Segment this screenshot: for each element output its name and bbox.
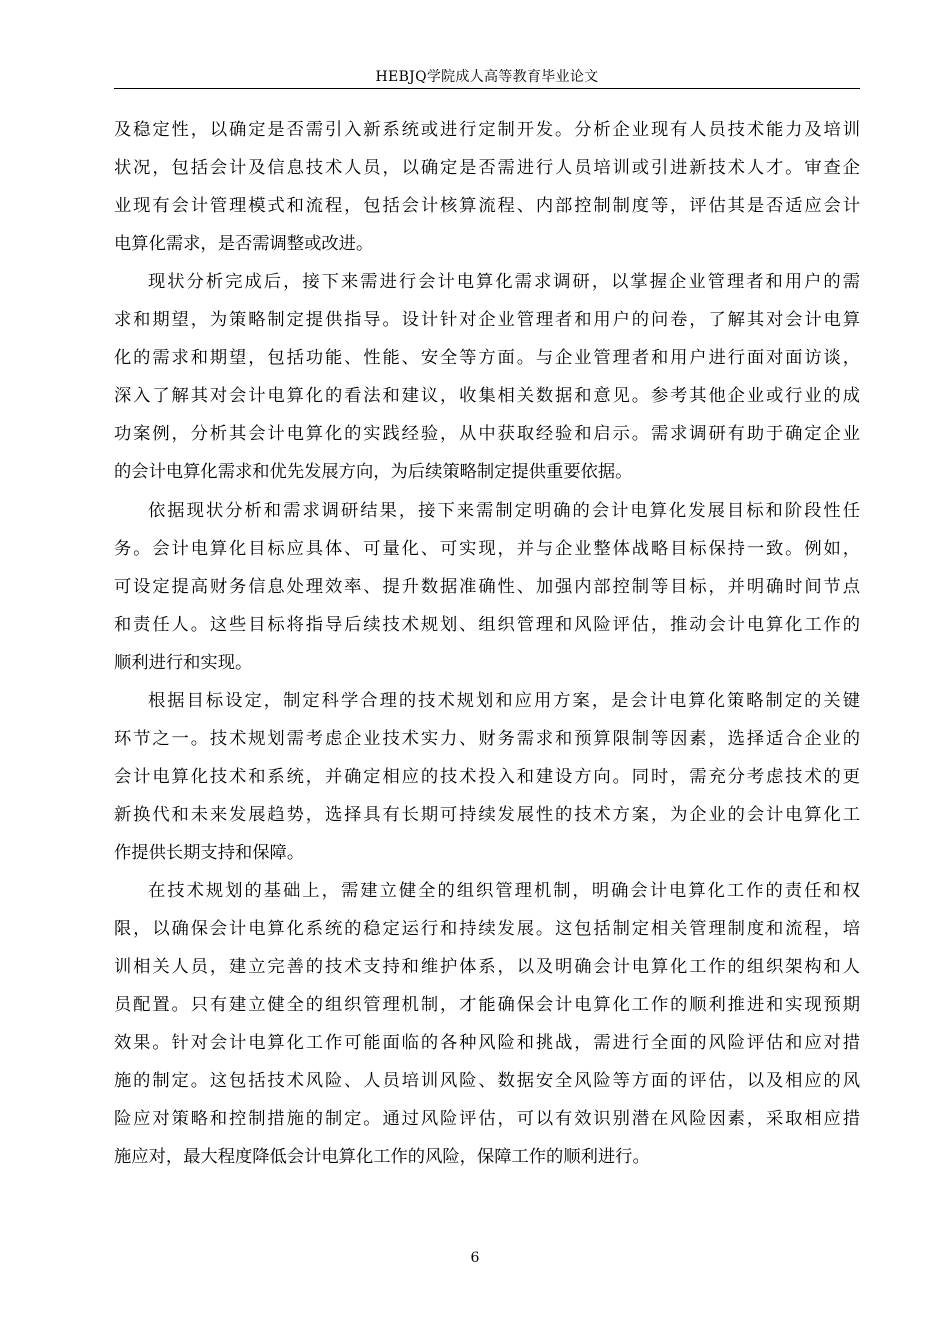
text-line: 作提供长期支持和保障。 xyxy=(114,843,305,863)
header-rule xyxy=(114,88,860,89)
running-header: HEBJQ学院成人高等教育毕业论文 xyxy=(375,69,599,85)
text-line: 深入了解其对会计电算化的看法和建议，收集相关数据和意见。参考其他企业或行业的成 xyxy=(114,386,860,406)
text-line: 的会计电算化需求和优先发展方向，为后续策略制定提供重要依据。 xyxy=(114,462,633,482)
text-line: 依据现状分析和需求调研结果，接下来需制定明确的会计电算化发展目标和阶段性任 xyxy=(148,501,860,521)
text-line: 化的需求和期望，包括功能、性能、安全等方面。与企业管理者和用户进行面对面访谈， xyxy=(114,348,860,368)
text-line: 及稳定性，以确定是否需引入新系统或进行定制开发。分析企业现有人员技术能力及培训 xyxy=(114,120,860,140)
text-line: 可设定提高财务信息处理效率、提升数据准确性、加强内部控制等目标，并明确时间节点 xyxy=(114,577,860,597)
text-line: 在技术规划的基础上，需建立健全的组织管理机制，明确会计电算化工作的责任和权 xyxy=(148,881,860,901)
text-line: 效果。针对会计电算化工作可能面临的各种风险和挑战，需进行全面的风险评估和应对措 xyxy=(114,1033,860,1053)
text-line: 新换代和未来发展趋势，选择具有长期可持续发展性的技术方案，为企业的会计电算化工 xyxy=(114,805,860,825)
text-line: 限，以确保会计电算化系统的稳定运行和持续发展。这包括制定相关管理制度和流程，培 xyxy=(114,919,860,939)
text-line: 状况，包括会计及信息技术人员，以确定是否需进行人员培训或引进新技术人才。审查企 xyxy=(114,158,860,178)
text-line: 现状分析完成后，接下来需进行会计电算化需求调研，以掌握企业管理者和用户的需 xyxy=(148,272,860,292)
text-line: 顺利进行和实现。 xyxy=(114,653,253,673)
text-line: 施应对，最大程度降低会计电算化工作的风险，保障工作的顺利进行。 xyxy=(114,1147,650,1167)
text-line: 训相关人员，建立完善的技术支持和维护体系，以及明确会计电算化工作的组织架构和人 xyxy=(114,957,860,977)
text-line: 功案例，分析其会计电算化的实践经验，从中获取经验和启示。需求调研有助于确定企业 xyxy=(114,424,860,444)
text-line: 电算化需求，是否需调整或改进。 xyxy=(114,234,374,254)
page-number: 6 xyxy=(470,1250,480,1266)
text-line: 员配置。只有建立健全的组织管理机制，才能确保会计电算化工作的顺利推进和实现预期 xyxy=(114,995,860,1015)
text-line: 环节之一。技术规划需考虑企业技术实力、财务需求和预算限制等因素，选择适合企业的 xyxy=(114,729,860,749)
text-line: 根据目标设定，制定科学合理的技术规划和应用方案，是会计电算化策略制定的关键 xyxy=(148,691,860,711)
text-line: 求和期望，为策略制定提供指导。设计针对企业管理者和用户的问卷，了解其对会计电算 xyxy=(114,310,860,330)
text-line: 险应对策略和控制措施的制定。通过风险评估，可以有效识别潜在风险因素，采取相应措 xyxy=(114,1109,860,1129)
text-line: 务。会计电算化目标应具体、可量化、可实现，并与企业整体战略目标保持一致。例如， xyxy=(114,539,860,559)
text-line: 施的制定。这包括技术风险、人员培训风险、数据安全风险等方面的评估，以及相应的风 xyxy=(114,1071,860,1091)
text-line: 会计电算化技术和系统，并确定相应的技术投入和建设方向。同时，需充分考虑技术的更 xyxy=(114,767,860,787)
text-line: 和责任人。这些目标将指导后续技术规划、组织管理和风险评估，推动会计电算化工作的 xyxy=(114,615,860,635)
text-line: 业现有会计管理模式和流程，包括会计核算流程、内部控制制度等，评估其是否适应会计 xyxy=(114,196,860,216)
